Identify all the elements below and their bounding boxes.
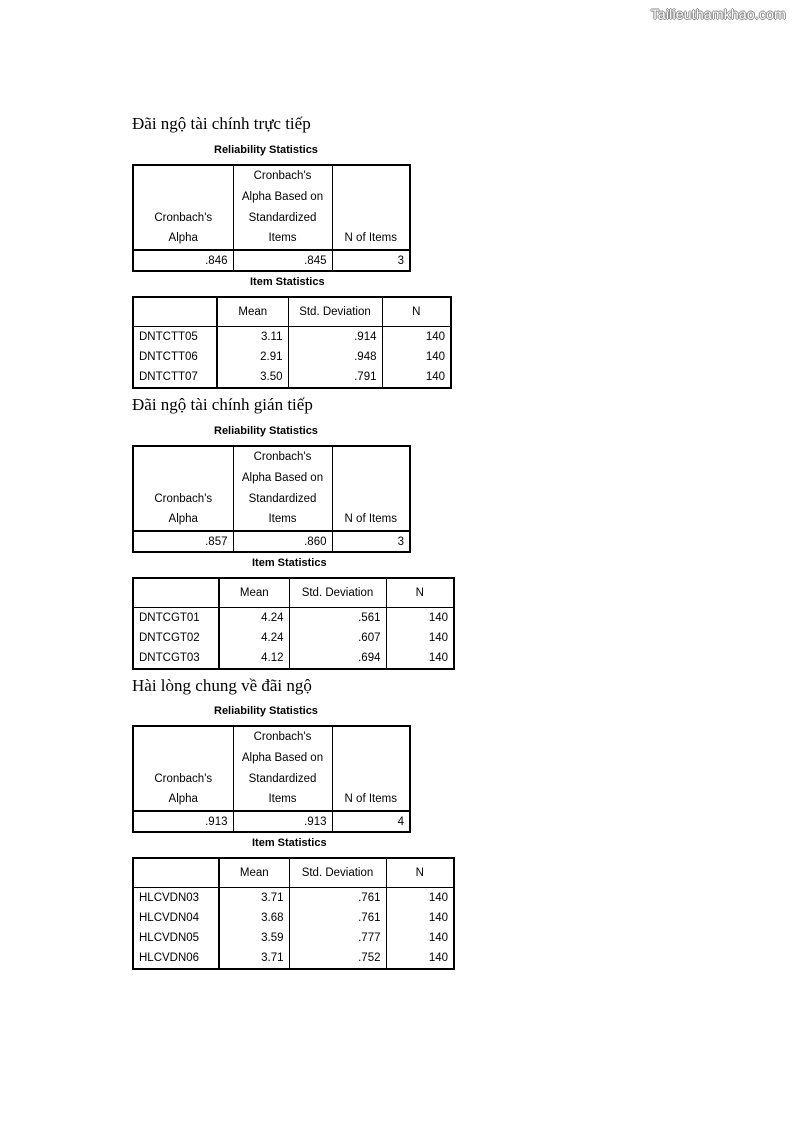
header-mean: Mean	[219, 858, 289, 888]
item-mean: 2.91	[217, 347, 288, 367]
header-cronbach-alpha: Cronbach's Alpha	[133, 726, 233, 811]
reliability-caption: Reliability Statistics	[214, 425, 318, 437]
header-alpha-standardized: Cronbach's Alpha Based on Standardized Items	[233, 726, 332, 811]
item-n: 140	[386, 888, 454, 909]
item-statistics-caption: Item Statistics	[250, 276, 325, 288]
item-label: DNTCTT05	[133, 327, 217, 348]
table-row	[133, 367, 451, 388]
item-sd: .914	[288, 327, 382, 348]
header-std-dev: Std. Deviation	[288, 297, 382, 327]
item-label: DNTCGT02	[133, 628, 219, 648]
section-heading: Đãi ngộ tài chính trực tiếp	[132, 114, 311, 133]
item-mean: 4.12	[219, 648, 289, 669]
reliability-table	[132, 725, 411, 833]
section-heading: Hài lòng chung về đãi ngộ	[132, 676, 312, 695]
item-sd: .607	[289, 628, 386, 648]
header-n-of-items: N of Items	[332, 165, 410, 250]
header-n-of-items: N of Items	[332, 726, 410, 811]
item-label: HLCVDN06	[133, 948, 219, 969]
item-mean: 3.71	[219, 888, 289, 909]
header-blank	[133, 578, 219, 608]
item-n: 140	[386, 948, 454, 969]
item-mean: 4.24	[219, 628, 289, 648]
item-label: DNTCGT01	[133, 608, 219, 629]
item-n: 140	[386, 628, 454, 648]
header-mean: Mean	[219, 578, 289, 608]
item-n: 140	[386, 648, 454, 669]
alpha-std-value: .913	[233, 811, 332, 832]
n-items-value: 4	[332, 811, 410, 832]
item-statistics-caption: Item Statistics	[252, 837, 327, 849]
item-mean: 4.24	[219, 608, 289, 629]
item-statistics-table	[132, 577, 455, 670]
header-cronbach-alpha: Cronbach's Alpha	[133, 446, 233, 531]
header-alpha-standardized: Cronbach's Alpha Based on Standardized Items	[233, 165, 332, 250]
header-n: N	[382, 297, 451, 327]
alpha-std-value: .860	[233, 531, 332, 552]
header-blank	[133, 297, 217, 327]
alpha-value: .857	[133, 531, 233, 552]
item-label: HLCVDN03	[133, 888, 219, 909]
item-n: 140	[382, 367, 451, 388]
item-statistics-caption: Item Statistics	[252, 557, 327, 569]
item-mean: 3.59	[219, 928, 289, 948]
item-sd: .777	[289, 928, 386, 948]
table-row	[133, 648, 454, 669]
reliability-caption: Reliability Statistics	[214, 144, 318, 156]
reliability-table	[132, 445, 411, 553]
alpha-std-value: .845	[233, 250, 332, 271]
table-row	[133, 908, 454, 928]
header-n: N	[386, 858, 454, 888]
item-n: 140	[382, 347, 451, 367]
item-label: HLCVDN04	[133, 908, 219, 928]
header-blank	[133, 858, 219, 888]
item-label: DNTCTT06	[133, 347, 217, 367]
item-sd: .761	[289, 908, 386, 928]
table-row	[133, 327, 451, 348]
header-n-of-items: N of Items	[332, 446, 410, 531]
n-items-value: 3	[332, 531, 410, 552]
item-statistics-table	[132, 857, 455, 970]
header-n: N	[386, 578, 454, 608]
item-label: DNTCGT03	[133, 648, 219, 669]
item-sd: .694	[289, 648, 386, 669]
header-alpha-standardized: Cronbach's Alpha Based on Standardized Items	[233, 446, 332, 531]
item-mean: 3.11	[217, 327, 288, 348]
table-row	[133, 948, 454, 969]
reliability-table	[132, 164, 411, 272]
item-label: DNTCTT07	[133, 367, 217, 388]
item-n: 140	[386, 908, 454, 928]
watermark: Tailieuthamkhao.com	[650, 6, 786, 22]
table-row	[133, 888, 454, 909]
header-std-dev: Std. Deviation	[289, 578, 386, 608]
alpha-value: .846	[133, 250, 233, 271]
table-row	[133, 347, 451, 367]
item-statistics-table	[132, 296, 452, 389]
item-n: 140	[382, 327, 451, 348]
header-std-dev: Std. Deviation	[289, 858, 386, 888]
table-row	[133, 608, 454, 629]
item-label: HLCVDN05	[133, 928, 219, 948]
n-items-value: 3	[332, 250, 410, 271]
item-mean: 3.68	[219, 908, 289, 928]
item-sd: .561	[289, 608, 386, 629]
table-row	[133, 628, 454, 648]
header-cronbach-alpha: Cronbach's Alpha	[133, 165, 233, 250]
item-sd: .791	[288, 367, 382, 388]
item-n: 140	[386, 608, 454, 629]
item-mean: 3.50	[217, 367, 288, 388]
section-heading: Đãi ngộ tài chính gián tiếp	[132, 395, 313, 414]
item-sd: .752	[289, 948, 386, 969]
table-row	[133, 928, 454, 948]
alpha-value: .913	[133, 811, 233, 832]
item-mean: 3.71	[219, 948, 289, 969]
item-sd: .948	[288, 347, 382, 367]
item-n: 140	[386, 928, 454, 948]
header-mean: Mean	[217, 297, 288, 327]
reliability-caption: Reliability Statistics	[214, 705, 318, 717]
item-sd: .761	[289, 888, 386, 909]
